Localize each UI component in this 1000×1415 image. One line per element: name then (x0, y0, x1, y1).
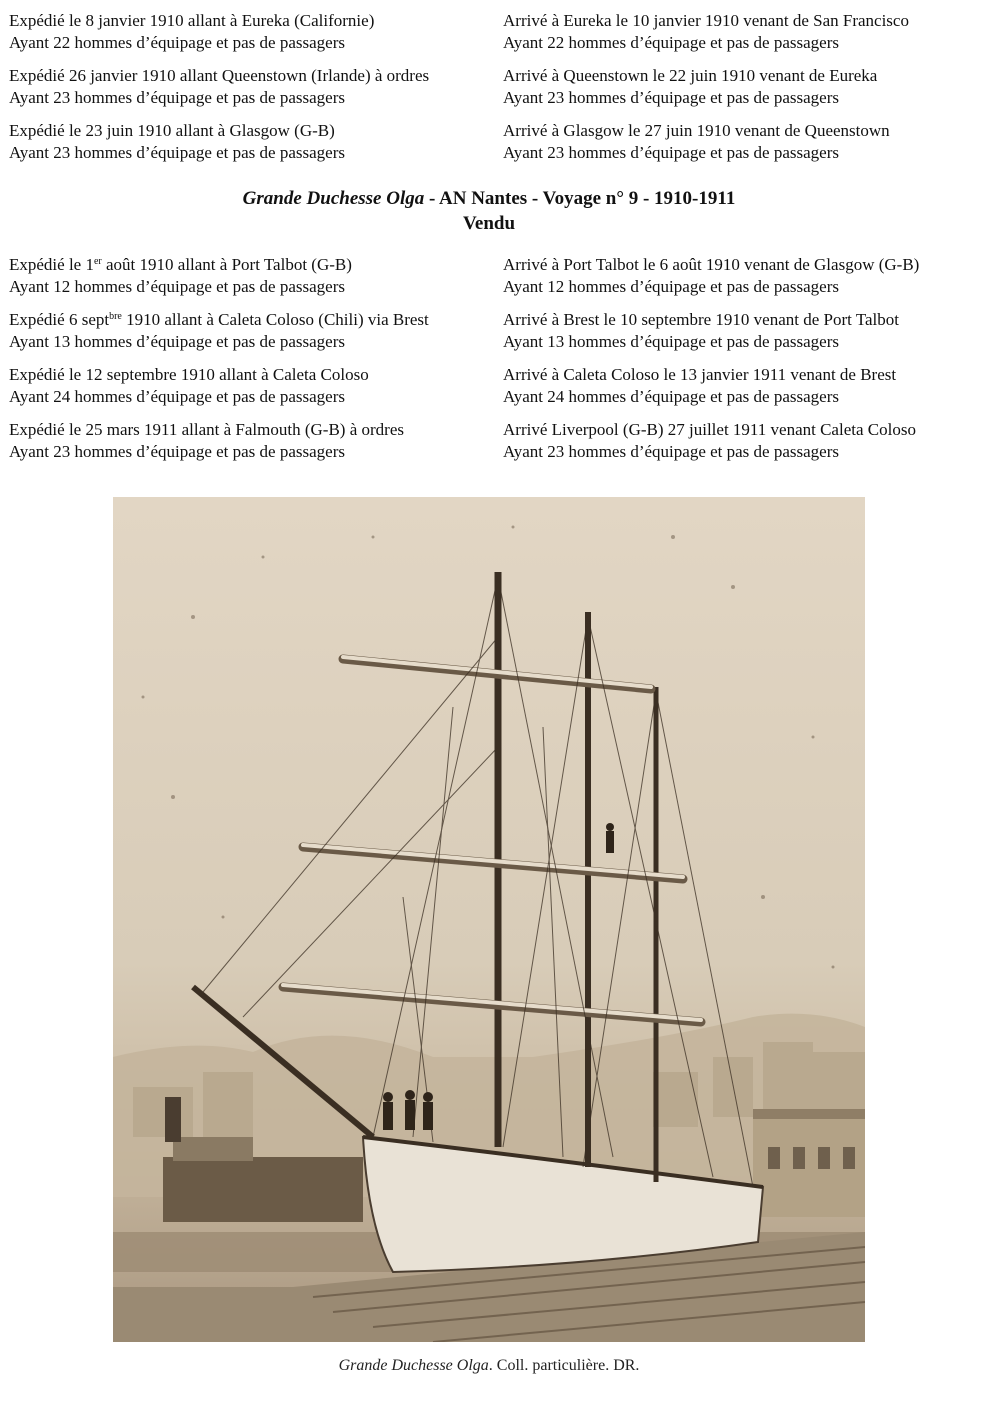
crew-line: Ayant 23 hommes d’équipage et pas de passagers (9, 143, 345, 162)
arrival-line: Arrivé à Brest le 10 septembre 1910 venant de Port Talbot (503, 310, 900, 329)
crew-line: Ayant 24 hommes d’équipage et pas de passagers (9, 387, 345, 406)
log-row (0, 254, 1000, 298)
departure-entry (0, 419, 494, 463)
photo-caption (0, 1356, 978, 1376)
departure-text: Expédié le 1 (9, 255, 94, 274)
abbreviation-superscript: bre (109, 311, 122, 322)
crew-line: Ayant 13 hommes d’équipage et pas de passagers (9, 332, 345, 351)
departure-text: Expédié 6 sept (9, 310, 110, 329)
voyage-details: - AN Nantes - Voyage n° 9 - 1910-1911 (424, 188, 736, 209)
log-row (0, 419, 1000, 463)
departure-line (9, 254, 494, 276)
ship-name: Grande Duchesse Olga (242, 188, 425, 209)
log-row (0, 10, 1000, 54)
log-row (0, 65, 1000, 109)
crew-line: Ayant 23 hommes d’équipage et pas de passagers (9, 442, 345, 461)
crew-line: Ayant 23 hommes d’équipage et pas de passagers (9, 88, 345, 107)
arrival-entry (494, 309, 1000, 353)
voyage-status: Vendu (462, 213, 516, 234)
departure-entry (0, 10, 494, 54)
departure-line: Expédié le 12 septembre 1910 allant à Caleta Coloso (9, 365, 369, 384)
arrival-entry (494, 65, 1000, 109)
crew-line: Ayant 12 hommes d’équipage et pas de passagers (9, 277, 345, 296)
crew-line: Ayant 12 hommes d’équipage et pas de passagers (503, 277, 839, 296)
voyage-heading (0, 186, 978, 236)
departure-entry (0, 254, 494, 298)
crew-line: Ayant 24 hommes d’équipage et pas de passagers (503, 387, 839, 406)
crew-line: Ayant 13 hommes d’équipage et pas de passagers (503, 332, 839, 351)
log-row (0, 120, 1000, 164)
sailing-ship-illustration (113, 497, 865, 1342)
departure-line: Expédié le 23 juin 1910 allant à Glasgow (G-B) (9, 121, 335, 140)
departure-entry (0, 65, 494, 109)
arrival-entry (494, 254, 1000, 298)
arrival-line: Arrivé à Eureka le 10 janvier 1910 venant de San Francisco (503, 11, 909, 30)
departure-line: Expédié le 25 mars 1911 allant à Falmouth (G-B) à ordres (9, 420, 404, 439)
arrival-line: Arrivé à Glasgow le 27 juin 1910 venant de Queenstown (503, 121, 890, 140)
departure-line: Expédié le 8 janvier 1910 allant à Eureka (Californie) (9, 11, 375, 30)
voyage-title (0, 186, 978, 211)
crew-line: Ayant 22 hommes d’équipage et pas de passagers (9, 33, 345, 52)
arrival-line: Arrivé Liverpool (G-B) 27 juillet 1911 venant Caleta Coloso (503, 420, 916, 439)
arrival-line: Arrivé à Queenstown le 22 juin 1910 venant de Eureka (503, 66, 878, 85)
crew-line: Ayant 23 hommes d’équipage et pas de passagers (503, 88, 839, 107)
arrival-line: Arrivé à Port Talbot le 6 août 1910 venant de Glasgow (G-B) (503, 255, 920, 274)
arrival-entry (494, 364, 1000, 408)
crew-line: Ayant 23 hommes d’équipage et pas de passagers (503, 442, 839, 461)
caption-ship-name: Grande Duchesse Olga (338, 1357, 489, 1374)
departure-line: Expédié 26 janvier 1910 allant Queenstown (Irlande) à ordres (9, 66, 430, 85)
departure-text: août 1910 allant à Port Talbot (G-B) (101, 255, 352, 274)
arrival-entry (494, 120, 1000, 164)
voyage-9-log (0, 254, 1000, 474)
caption-credit: . Coll. particulière. DR. (488, 1357, 640, 1374)
crew-line: Ayant 23 hommes d’équipage et pas de passagers (503, 143, 839, 162)
departure-entry (0, 364, 494, 408)
log-row (0, 309, 1000, 353)
crew-line: Ayant 22 hommes d’équipage et pas de passagers (503, 33, 839, 52)
arrival-entry (494, 10, 1000, 54)
arrival-entry (494, 419, 1000, 463)
departure-entry (0, 309, 494, 353)
arrival-line: Arrivé à Caleta Coloso le 13 janvier 1911 venant de Brest (503, 365, 897, 384)
ordinal-superscript: er (93, 256, 102, 267)
departure-entry (0, 120, 494, 164)
voyage-8-log (0, 10, 1000, 175)
departure-text: 1910 allant à Caleta Coloso (Chili) via Brest (121, 310, 429, 329)
departure-line (9, 309, 494, 331)
ship-photograph (113, 497, 865, 1342)
log-row (0, 364, 1000, 408)
